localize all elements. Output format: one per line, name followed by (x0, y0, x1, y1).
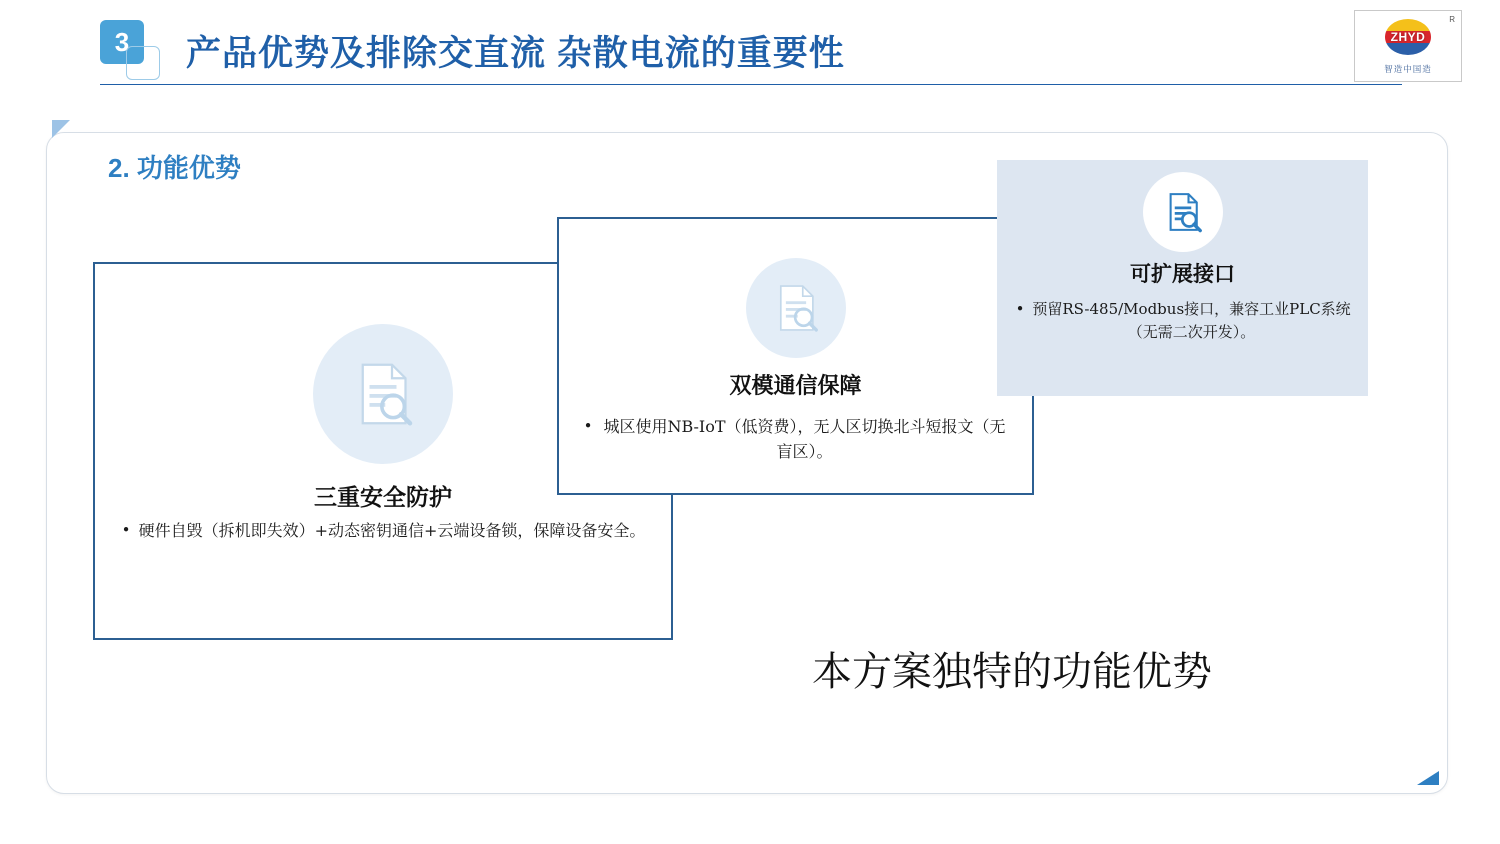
bullet-icon: • (121, 521, 131, 539)
feature-heading: 可扩展接口 (1130, 261, 1235, 286)
document-search-icon (313, 324, 453, 464)
feature-body (117, 519, 649, 544)
feature-body-text: 城区使用NB-IoT（低资费），无人区切换北斗短报文（无盲区）。 (603, 417, 1006, 461)
brand-logo (1354, 10, 1462, 82)
feature-heading: 双模通信保障 (729, 373, 862, 399)
feature-body-text: 硬件自毁（拆机即失效）+动态密钥通信+云端设备锁，保障设备安全。 (138, 521, 646, 540)
subsection-title: 2. 功能优势 (108, 153, 241, 183)
feature-body-text: 预留RS-485/Modbus接口，兼容工业PLC系统（无需二次开发）。 (1032, 300, 1351, 342)
logo-caption: 智造中国造 (1384, 64, 1432, 74)
feature-body (579, 415, 1012, 465)
corner-accent-top-left-icon (52, 120, 74, 142)
slide-header (0, 0, 1500, 100)
registered-trademark-icon: R (1449, 15, 1455, 24)
header-divider (100, 84, 1402, 85)
document-search-icon (746, 258, 846, 358)
closing-statement: 本方案独特的功能优势 (812, 649, 1212, 695)
logo-disc-icon (1385, 19, 1431, 55)
page-title: 产品优势及排除交直流 杂散电流的重要性 (186, 34, 845, 73)
section-number-outline-decoration (126, 46, 160, 80)
corner-accent-bottom-right-icon (1411, 763, 1439, 785)
feature-body (1011, 298, 1354, 345)
section-number-badge: 3 (100, 20, 144, 64)
bullet-icon: • (1015, 300, 1025, 318)
bullet-icon: • (583, 417, 593, 435)
logo-mark-text: ZHYD (1390, 30, 1426, 44)
feature-card-dual-mode-communication (557, 217, 1034, 495)
feature-card-expandable-interface (997, 160, 1368, 396)
document-search-icon (1143, 172, 1223, 252)
feature-heading: 三重安全防护 (314, 484, 452, 511)
